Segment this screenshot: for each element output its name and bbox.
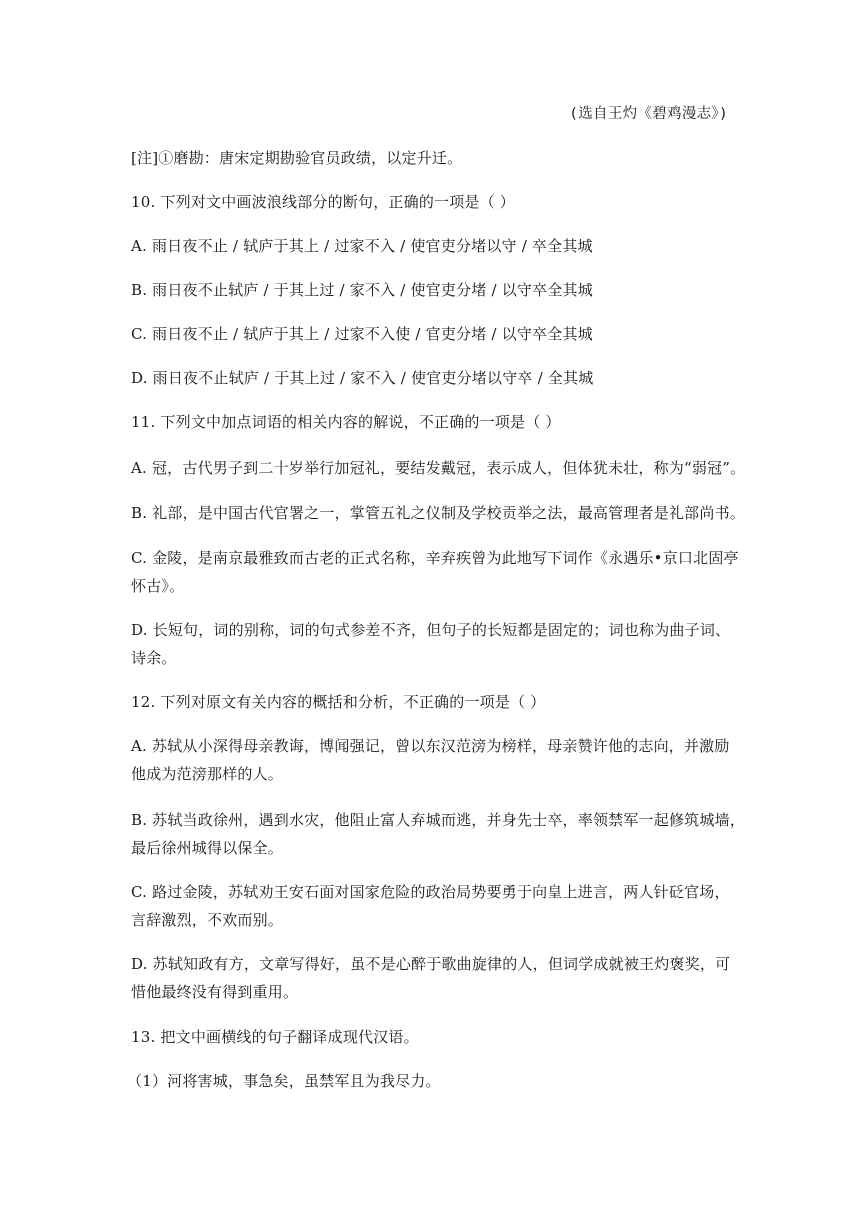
question-11-option-c-line1: C. 金陵，是南京最雅致而古老的正式名称，辛弃疾曾为此地写下词作《永遇乐•京口北固亭 bbox=[131, 549, 739, 567]
question-12-option-a-line2: 他成为范滂那样的人。 bbox=[131, 765, 284, 783]
question-12-option-a-line1: A. 苏轼从小深得母亲教诲，博闻强记，曾以东汉范滂为榜样，母亲赞许他的志向，并激励 bbox=[131, 737, 730, 755]
question-12-option-c-line2: 言辞激烈，不欢而别。 bbox=[131, 911, 284, 929]
question-11-stem: 11. 下列文中加点词语的相关内容的解说，不正确的一项是（ ） bbox=[131, 413, 561, 431]
question-12-option-b-line1: B. 苏轼当政徐州，遇到水灾，他阻止富人弃城而逃，并身先士卒，率领禁军一起修筑城墙， bbox=[131, 811, 745, 829]
question-10-option-a: A. 雨日夜不止 / 轼庐于其上 / 过家不入 / 使官吏分堵以守 / 卒全其城 bbox=[131, 237, 593, 255]
question-12-option-d-line2: 惜他最终没有得到重用。 bbox=[131, 983, 299, 1001]
question-10-option-b: B. 雨日夜不止轼庐 / 于其上过 / 家不入 / 使官吏分堵 / 以守卒全其城 bbox=[131, 281, 593, 299]
question-10-stem: 10. 下列对文中画波浪线部分的断句，正确的一项是（ ） bbox=[131, 193, 515, 211]
question-10-option-d: D. 雨日夜不止轼庐 / 于其上过 / 家不入 / 使官吏分堵以守卒 / 全其城 bbox=[131, 369, 594, 387]
question-11-option-c-line2: 怀古》。 bbox=[131, 577, 185, 595]
question-12-option-c-line1: C. 路过金陵，苏轼劝王安石面对国家危险的政治局势要勇于向皇上进言，两人针砭官场， bbox=[131, 883, 730, 901]
question-12-option-b-line2: 最后徐州城得以保全。 bbox=[131, 839, 284, 857]
question-12-stem: 12. 下列对原文有关内容的概括和分析，不正确的一项是（ ） bbox=[131, 693, 546, 711]
question-12-option-d-line1: D. 苏轼知政有方，文章写得好，虽不是心醉于歌曲旋律的人，但词学成就被王灼褒奖，可 bbox=[131, 955, 731, 973]
annotation-note: [注]①磨勘：唐宋定期勘验官员政绩，以定升迁。 bbox=[131, 149, 463, 167]
question-11-option-d-line2: 诗余。 bbox=[131, 649, 177, 667]
question-10-option-c: C. 雨日夜不止 / 轼庐于其上 / 过家不入使 / 官吏分堵 / 以守卒全其城 bbox=[131, 325, 593, 343]
source-citation: (选自王灼《碧鸡漫志》) bbox=[569, 106, 728, 122]
question-11-option-a: A. 冠，古代男子到二十岁举行加冠礼，要结发戴冠，表示成人，但体犹未壮，称为“弱冠”。 bbox=[131, 459, 746, 477]
question-13-item-1: （1）河将害城，事急矣，虽禁军且为我尽力。 bbox=[127, 1072, 441, 1090]
question-11-option-b: B. 礼部，是中国古代官署之一，掌管五礼之仪制及学校贡举之法，最高管理者是礼部尚书。 bbox=[131, 504, 745, 522]
question-13-stem: 13. 把文中画横线的句子翻译成现代汉语。 bbox=[131, 1028, 419, 1046]
question-11-option-d-line1: D. 长短句，词的别称，词的句式参差不齐，但句子的长短都是固定的；词也称为曲子词、 bbox=[131, 621, 731, 639]
